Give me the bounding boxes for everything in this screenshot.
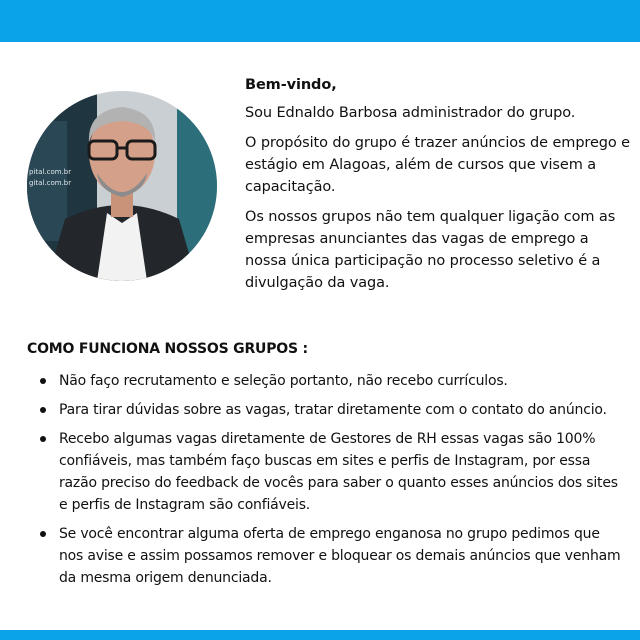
list-item-text: Para tirar dúvidas sobre as vagas, tratar diretamente com o contato do anúncio.	[59, 402, 607, 418]
intro-paragraph: O propósito do grupo é trazer anúncios de emprego e estágio em Alagoas, além de cursos que visem a capacitação.	[245, 135, 630, 195]
bottom-accent-bar	[0, 630, 640, 640]
person-portrait-icon	[27, 91, 217, 281]
top-accent-bar	[0, 0, 640, 42]
bullet-icon	[40, 531, 46, 537]
list-item	[37, 523, 627, 589]
bullet-icon	[40, 378, 46, 384]
photo-text-line-1: pital.com.br	[29, 168, 72, 176]
bullet-icon	[40, 436, 46, 442]
list-item	[37, 370, 627, 392]
rules-list	[37, 370, 627, 596]
list-item-text: Não faço recrutamento e seleção portanto, não recebo currículos.	[59, 373, 508, 389]
list-item-text: Se você encontrar alguma oferta de emprego enganosa no grupo pedimos que nos avise e assim possamos remover e bloquear os demais anúncios que venham da mesma origem denunciada.	[59, 526, 621, 586]
how-it-works-title: COMO FUNCIONA NOSSOS GRUPOS :	[27, 341, 308, 357]
bullet-icon	[40, 407, 46, 413]
list-item	[37, 428, 627, 516]
photo-text-line-2: gital.com.br	[29, 179, 72, 187]
welcome-greeting: Bem-vindo,	[245, 77, 337, 93]
intro-paragraph: Sou Ednaldo Barbosa administrador do grupo.	[245, 105, 576, 121]
intro-paragraph: Os nossos grupos não tem qualquer ligação com as empresas anunciantes das vagas de emprego a nossa única participação no processo seletivo é a divulgação da vaga.	[245, 209, 616, 291]
admin-avatar	[27, 91, 217, 281]
list-item-text: Recebo algumas vagas diretamente de Gestores de RH essas vagas são 100% confiáveis, mas também faço buscas em sites e perfis de Instagram, por essa razão preciso do feedback de vocês para saber o quanto esses anúncios dos sites e perfis de Instagram são confiáveis.	[59, 431, 618, 513]
intro-section	[245, 74, 630, 302]
list-item	[37, 399, 627, 421]
